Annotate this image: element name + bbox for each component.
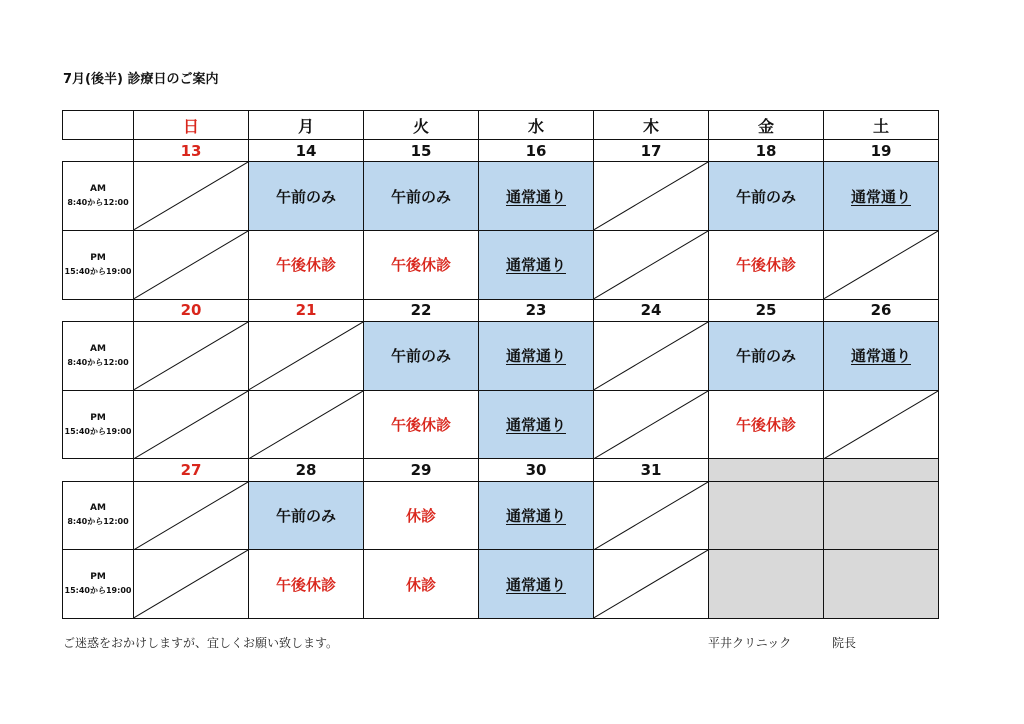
date-cell: 28 (249, 459, 364, 481)
pm-row (63, 231, 939, 300)
closed-slash (824, 391, 938, 459)
status-normal: 通常通り (505, 256, 566, 275)
date-cell: 22 (364, 299, 479, 321)
footer-note: ご迷惑をおかけしますが、宜しくお願い致します。 (63, 636, 339, 650)
status-am-only: 午前のみ (275, 187, 336, 206)
status-am-only: 午前のみ (390, 187, 451, 206)
am-hours: 8:40から12:00 (67, 198, 129, 208)
date-cell: 30 (479, 459, 594, 481)
weekday-header: 火 (364, 111, 479, 140)
status-normal: 通常通り (850, 187, 911, 206)
schedule-cell (364, 390, 479, 459)
closed-slash (594, 322, 708, 390)
date-row (63, 299, 939, 321)
schedule-cell (364, 550, 479, 619)
closed-slash (134, 482, 248, 550)
weekday-header: 日 (134, 111, 249, 140)
date-row-spacer (63, 299, 134, 321)
schedule-cell (594, 231, 709, 300)
schedule-cell (824, 550, 939, 619)
date-cell: 21 (249, 299, 364, 321)
status-pm-closed: 午後休診 (735, 256, 796, 275)
schedule-cell (709, 231, 824, 300)
schedule-cell (364, 322, 479, 391)
weekday-header: 土 (824, 111, 939, 140)
status-pm-closed: 午後休診 (390, 256, 451, 275)
am-time-label (63, 162, 134, 231)
schedule-cell (594, 162, 709, 231)
pm-hours: 15:40から19:00 (64, 426, 132, 436)
schedule-cell (824, 390, 939, 459)
schedule-cell (709, 162, 824, 231)
pm-hours: 15:40から19:00 (64, 586, 132, 596)
date-cell: 14 (249, 140, 364, 162)
status-normal: 通常通り (505, 416, 566, 435)
date-cell: 24 (594, 299, 709, 321)
date-cell (824, 459, 939, 481)
schedule-cell (594, 550, 709, 619)
schedule-cell (594, 481, 709, 550)
am-label: AM (90, 184, 106, 195)
schedule-cell (134, 162, 249, 231)
schedule-cell (364, 481, 479, 550)
schedule-cell (134, 390, 249, 459)
date-cell: 29 (364, 459, 479, 481)
date-cell: 27 (134, 459, 249, 481)
schedule-calendar (62, 110, 939, 619)
pm-label: PM (90, 252, 106, 263)
status-pm-closed: 午後休診 (735, 416, 796, 435)
status-normal: 通常通り (505, 575, 566, 594)
closed-slash (134, 231, 248, 299)
date-cell: 31 (594, 459, 709, 481)
schedule-cell (824, 231, 939, 300)
status-pm-closed: 午後休診 (390, 416, 451, 435)
schedule-cell (364, 231, 479, 300)
status-pm-closed: 午後休診 (275, 256, 336, 275)
am-row (63, 481, 939, 550)
weekday-header: 水 (479, 111, 594, 140)
pm-row (63, 550, 939, 619)
date-cell (709, 459, 824, 481)
closed-slash (594, 391, 708, 459)
pm-label: PM (90, 572, 106, 583)
closed-slash (134, 322, 248, 390)
am-label: AM (90, 343, 106, 354)
schedule-cell (249, 481, 364, 550)
status-am-only: 午前のみ (735, 187, 796, 206)
schedule-cell (134, 481, 249, 550)
schedule-cell (824, 481, 939, 550)
date-cell: 23 (479, 299, 594, 321)
date-cell: 17 (594, 140, 709, 162)
schedule-cell (594, 390, 709, 459)
status-am-only: 午前のみ (275, 506, 336, 525)
schedule-cell (249, 390, 364, 459)
weekday-header: 木 (594, 111, 709, 140)
date-cell: 13 (134, 140, 249, 162)
schedule-cell (364, 162, 479, 231)
date-row (63, 140, 939, 162)
page-title: 7月(後半) 診療日のご案内 (63, 72, 219, 87)
schedule-cell (479, 390, 594, 459)
am-hours: 8:40から12:00 (67, 357, 129, 367)
status-pm-closed: 午後休診 (275, 575, 336, 594)
schedule-cell (249, 162, 364, 231)
pm-time-label (63, 390, 134, 459)
date-cell: 20 (134, 299, 249, 321)
schedule-cell (479, 231, 594, 300)
closed-slash (249, 391, 363, 459)
closed-slash (134, 391, 248, 459)
weekday-header: 金 (709, 111, 824, 140)
status-normal: 通常通り (505, 506, 566, 525)
schedule-cell (709, 322, 824, 391)
schedule-cell (134, 550, 249, 619)
schedule-cell (594, 322, 709, 391)
schedule-cell (249, 231, 364, 300)
corner-cell (63, 111, 134, 140)
schedule-cell (479, 162, 594, 231)
status-normal: 通常通り (505, 187, 566, 206)
date-row-spacer (63, 459, 134, 481)
closed-slash (594, 550, 708, 618)
pm-label: PM (90, 412, 106, 423)
director-title: 院長 (832, 636, 857, 650)
am-time-label (63, 481, 134, 550)
status-normal: 通常通り (850, 347, 911, 366)
date-cell: 15 (364, 140, 479, 162)
closed-slash (134, 550, 248, 618)
schedule-cell (479, 481, 594, 550)
weekday-row (63, 111, 939, 140)
am-row (63, 162, 939, 231)
closed-slash (594, 482, 708, 550)
schedule-cell (479, 322, 594, 391)
schedule-cell (134, 231, 249, 300)
date-cell: 26 (824, 299, 939, 321)
date-cell: 18 (709, 140, 824, 162)
schedule-cell (824, 322, 939, 391)
status-am-only: 午前のみ (735, 347, 796, 366)
status-closed: 休診 (405, 506, 436, 525)
closed-slash (249, 322, 363, 390)
schedule-cell (709, 550, 824, 619)
schedule-cell (709, 390, 824, 459)
am-time-label (63, 322, 134, 391)
date-cell: 19 (824, 140, 939, 162)
pm-time-label (63, 550, 134, 619)
schedule-cell (134, 322, 249, 391)
closed-slash (134, 162, 248, 230)
clinic-name: 平井クリニック (708, 636, 792, 650)
date-row (63, 459, 939, 481)
am-row (63, 322, 939, 391)
pm-hours: 15:40から19:00 (64, 266, 132, 276)
schedule-cell (479, 550, 594, 619)
date-row-spacer (63, 140, 134, 162)
closed-slash (594, 162, 708, 230)
pm-row (63, 390, 939, 459)
schedule-cell (249, 322, 364, 391)
status-closed: 休診 (405, 575, 436, 594)
status-normal: 通常通り (505, 347, 566, 366)
status-am-only: 午前のみ (390, 347, 451, 366)
closed-slash (824, 231, 938, 299)
date-cell: 16 (479, 140, 594, 162)
pm-time-label (63, 231, 134, 300)
schedule-cell (709, 481, 824, 550)
schedule-cell (249, 550, 364, 619)
date-cell: 25 (709, 299, 824, 321)
weekday-header: 月 (249, 111, 364, 140)
am-hours: 8:40から12:00 (67, 517, 129, 527)
closed-slash (594, 231, 708, 299)
am-label: AM (90, 503, 106, 514)
schedule-cell (824, 162, 939, 231)
